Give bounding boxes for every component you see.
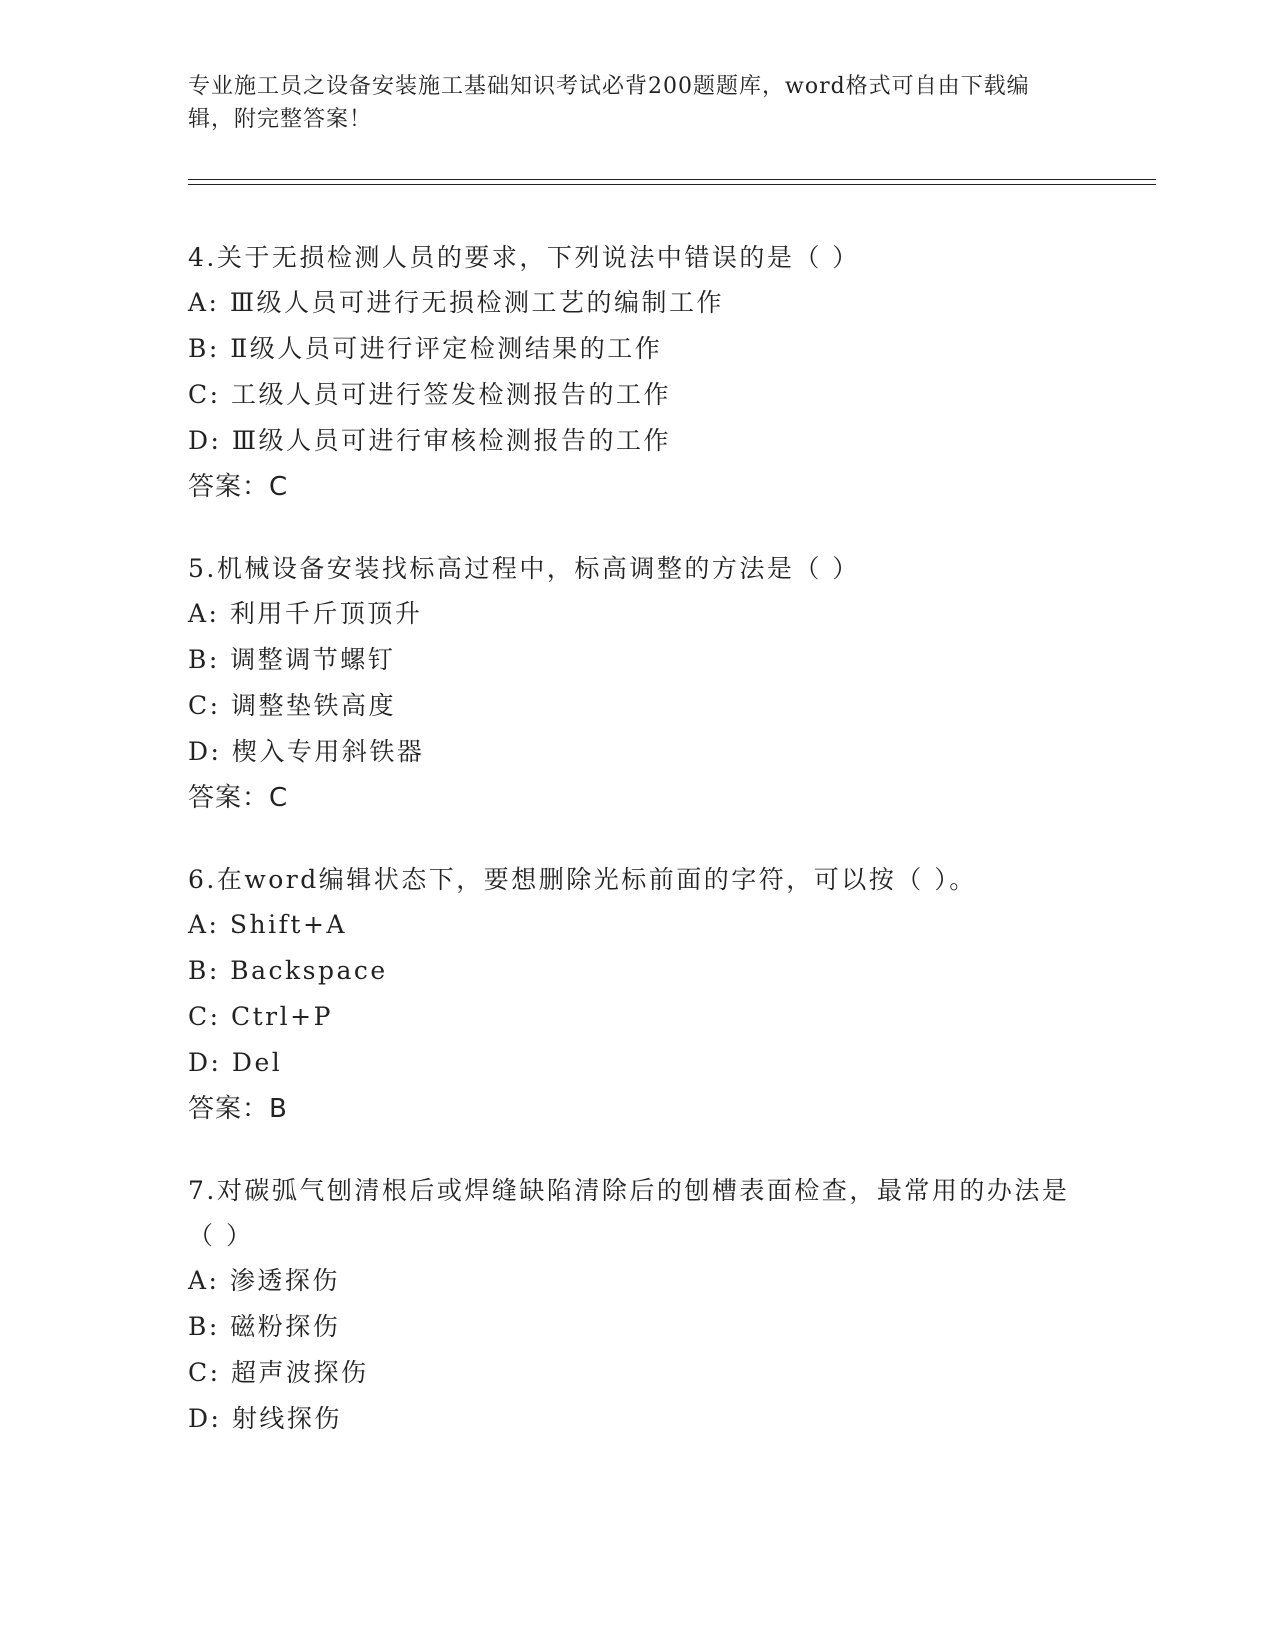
answer: 答案：C: [188, 783, 289, 813]
option-c: C: Ctrl+P: [188, 1002, 333, 1031]
header-rule-top: [188, 179, 1156, 180]
question-stem: 7.对碳弧气刨清根后或焊缝缺陷清除后的刨槽表面检查，最常用的办法是（ ）: [188, 1176, 1070, 1250]
question-stem: 4.关于无损检测人员的要求，下列说法中错误的是（ ）: [188, 243, 860, 272]
option-b: B: Backspace: [188, 956, 388, 985]
option-c: C: 调整垫铁高度: [188, 691, 396, 720]
option-b: B: 调整调节螺钉: [188, 645, 396, 674]
question-4: [188, 235, 1088, 510]
option-c: C: 超声波探伤: [188, 1358, 369, 1387]
option-d: D: 射线探伤: [188, 1404, 342, 1433]
option-d: D: Ⅲ级人员可进行审核检测报告的工作: [188, 426, 672, 455]
question-5: [188, 546, 1088, 821]
answer: 答案：B: [188, 1094, 288, 1124]
question-stem: 6.在word编辑状态下，要想删除光标前面的字符，可以按（ ）。: [188, 865, 977, 894]
option-a: A: Ⅲ级人员可进行无损检测工艺的编制工作: [188, 288, 725, 317]
option-d: D: 楔入专用斜铁器: [188, 737, 425, 766]
option-a: A: 利用千斤顶顶升: [188, 599, 423, 628]
option-a: A: 渗透探伤: [188, 1266, 340, 1295]
question-stem: 5.机械设备安装找标高过程中，标高调整的方法是（ ）: [188, 554, 860, 583]
option-d: D: Del: [188, 1048, 283, 1077]
option-a: A: Shift+A: [188, 910, 347, 939]
question-list: [188, 235, 1088, 1478]
option-c: C: 工级人员可进行签发检测报告的工作: [188, 380, 671, 409]
option-b: B: Ⅱ级人员可进行评定检测结果的工作: [188, 334, 663, 363]
answer: 答案：C: [188, 472, 289, 502]
option-b: B: 磁粉探伤: [188, 1312, 341, 1341]
question-7: [188, 1168, 1088, 1442]
document-header: 专业施工员之设备安装施工基础知识考试必背200题题库，word格式可自由下载编辑，附完整答案！: [188, 74, 1030, 132]
question-6: [188, 857, 1088, 1132]
header-rule-bottom: [188, 184, 1156, 185]
